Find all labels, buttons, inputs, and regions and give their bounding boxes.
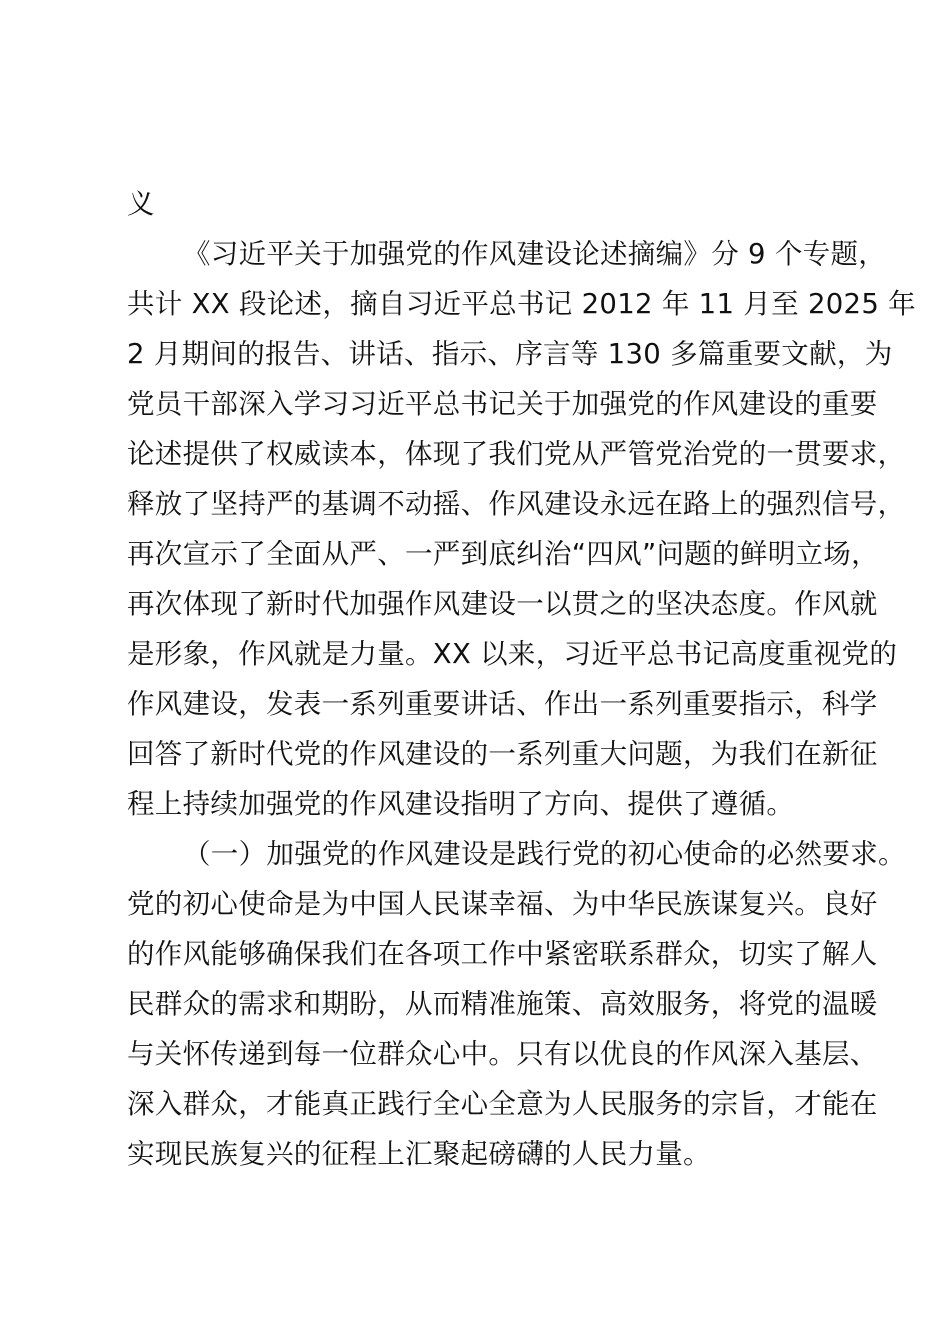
text-line: 深入群众，才能真正践行全心全意为人民服务的宗旨，才能在 <box>127 1088 878 1120</box>
text-line: 民群众的需求和期盼，从而精准施策、高效服务，将党的温暖 <box>127 988 878 1020</box>
text-line: 党的初心使命是为中国人民谋幸福、为中华民族谋复兴。良好 <box>127 888 878 920</box>
paragraph-first-line: 《习近平关于加强党的作风建设论述摘编》分 9 个专题， <box>183 238 887 270</box>
text-line: 是形象，作风就是力量。XX 以来，习近平总书记高度重视党的 <box>127 638 898 670</box>
text-line: 2 月期间的报告、讲话、指示、序言等 130 多篇重要文献，为 <box>127 338 893 370</box>
text-line: 回答了新时代党的作风建设的一系列重大问题，为我们在新征 <box>127 738 878 770</box>
text-line: 党员干部深入学习习近平总书记关于加强党的作风建设的重要 <box>127 388 878 420</box>
text-line: 实现民族复兴的征程上汇聚起磅礴的人民力量。 <box>127 1138 711 1170</box>
text-line: 释放了坚持严的基调不动摇、作风建设永远在路上的强烈信号， <box>127 488 906 520</box>
text-line: 程上持续加强党的作风建设指明了方向、提供了遵循。 <box>127 788 795 820</box>
text-line: 再次宣示了全面从严、一严到底纠治“四风”问题的鲜明立场， <box>127 538 879 570</box>
text-line: 义 <box>127 188 155 220</box>
text-line: 共计 XX 段论述，摘自习近平总书记 2012 年 11 月至 2025 年 <box>127 288 916 320</box>
text-line: 论述提供了权威读本，体现了我们党从严管党治党的一贯要求， <box>127 438 906 470</box>
section-heading-line: （一）加强党的作风建设是践行党的初心使命的必然要求。 <box>183 838 906 870</box>
text-line: 作风建设，发表一系列重要讲话、作出一系列重要指示，科学 <box>127 688 878 720</box>
text-line: 的作风能够确保我们在各项工作中紧密联系群众，切实了解人 <box>127 938 878 970</box>
text-line: 再次体现了新时代加强作风建设一以贯之的坚决态度。作风就 <box>127 588 878 620</box>
text-line: 与关怀传递到每一位群众心中。只有以优良的作风深入基层、 <box>127 1038 878 1070</box>
